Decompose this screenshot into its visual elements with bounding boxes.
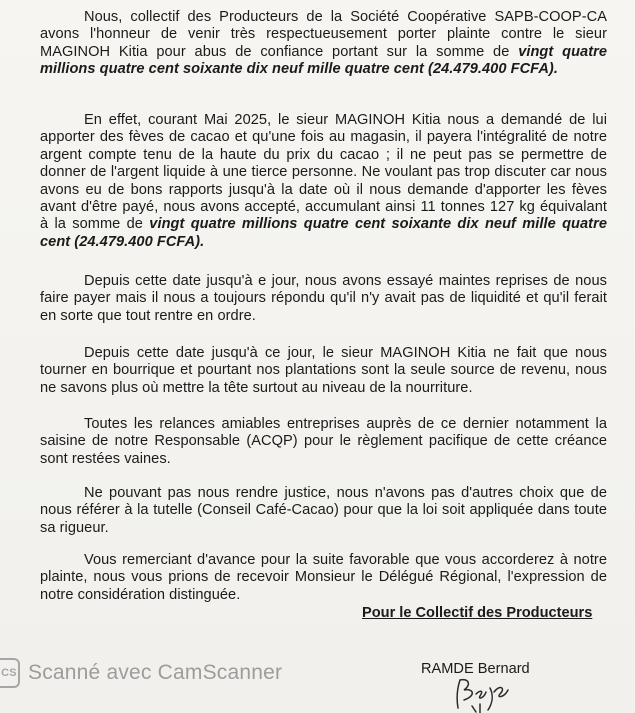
amount-emphasis: vingt quatre millions quatre cent soixante dix neuf mille quatre cent (24.479.400 FCFA). — [40, 43, 608, 78]
paragraph-hardship — [40, 345, 607, 397]
camscanner-watermark — [0, 658, 282, 688]
paragraph-amicable-efforts — [40, 416, 607, 468]
paragraph-closing-formula — [40, 552, 607, 604]
handwritten-signature-icon — [450, 674, 540, 713]
paragraph-text: En effet, courant Mai 2025, le sieur MAGINOH Kitia nous a demandé de lui apporter des fèves de cacao et qu'une fois au magasin, il payera l'intégralité de notre argent compte tenu de la haute du prix du cacao ; il ne peut pas se permettre de donner de l'argent liquide à une tierce personne. Ne voulant pas trop discuter car nous avons eu de bons rapports jusqu'à la date où il nous demande d'apporter les fèves avant d'être payé, nous avons accepté, accumulant ainsi 11 tonnes 127 kg équivalant à la somme de — [40, 112, 607, 233]
camscanner-logo-icon: CS — [0, 658, 20, 688]
paragraph-text: Depuis cette date jusqu'à ce jour, le sieur MAGINOH Kitia ne fait que nous tourner en bourrique et pourtant nos plantations sont la seule source de revenu, nous ne savons plus où mettre la tête surtout au niveau de la nourriture. — [40, 345, 607, 396]
paragraph-facts — [40, 112, 607, 251]
paragraph-text: Depuis cette date jusqu'à e jour, nous avons essayé maintes reprises de nous faire payer mais il nous a toujours répondu qu'il n'y avait pas de liquidité et qu'il ferait en sorte que tout rentre en ordre. — [40, 273, 607, 324]
closing-line: Pour le Collectif des Producteurs — [362, 605, 593, 621]
watermark-text: Scanné avec CamScanner — [28, 661, 283, 684]
paragraph-text: Ne pouvant pas nous rendre justice, nous n'avons pas d'autres choix que de nous référer à la tutelle (Conseil Café-Cacao) pour que la loi soit appliquée dans toute sa rigueur. — [40, 485, 607, 536]
signer-name: RAMDE Bernard — [421, 661, 530, 677]
paragraph-text: Toutes les relances amiables entreprises auprès de ce dernier notamment la saisine de notre Responsable (ACQP) pour le règlement pacifique de cette créance sont restées vaines. — [40, 416, 607, 467]
paragraph-text: Nous, collectif des Producteurs de la Société Coopérative SAPB-COOP-CA avons l'honneur de venir très respectueusement porter plainte contre le sieur MAGINOH Kitia pour abus de confiance portant sur la somme de — [40, 9, 607, 60]
paragraph-referral — [40, 485, 607, 537]
amount-emphasis: vingt quatre millions quatre cent soixante dix neuf mille quatre cent (24.479.400 FCFA). — [40, 216, 607, 250]
paragraph-complaint-intro — [40, 9, 607, 79]
paragraph-payment-attempts — [40, 273, 607, 325]
paragraph-text: Vous remerciant d'avance pour la suite favorable que vous accorderez à notre plainte, nous vous prions de recevoir Monsieur le Délégué Régional, l'expression de notre considération distinguée. — [40, 552, 607, 603]
